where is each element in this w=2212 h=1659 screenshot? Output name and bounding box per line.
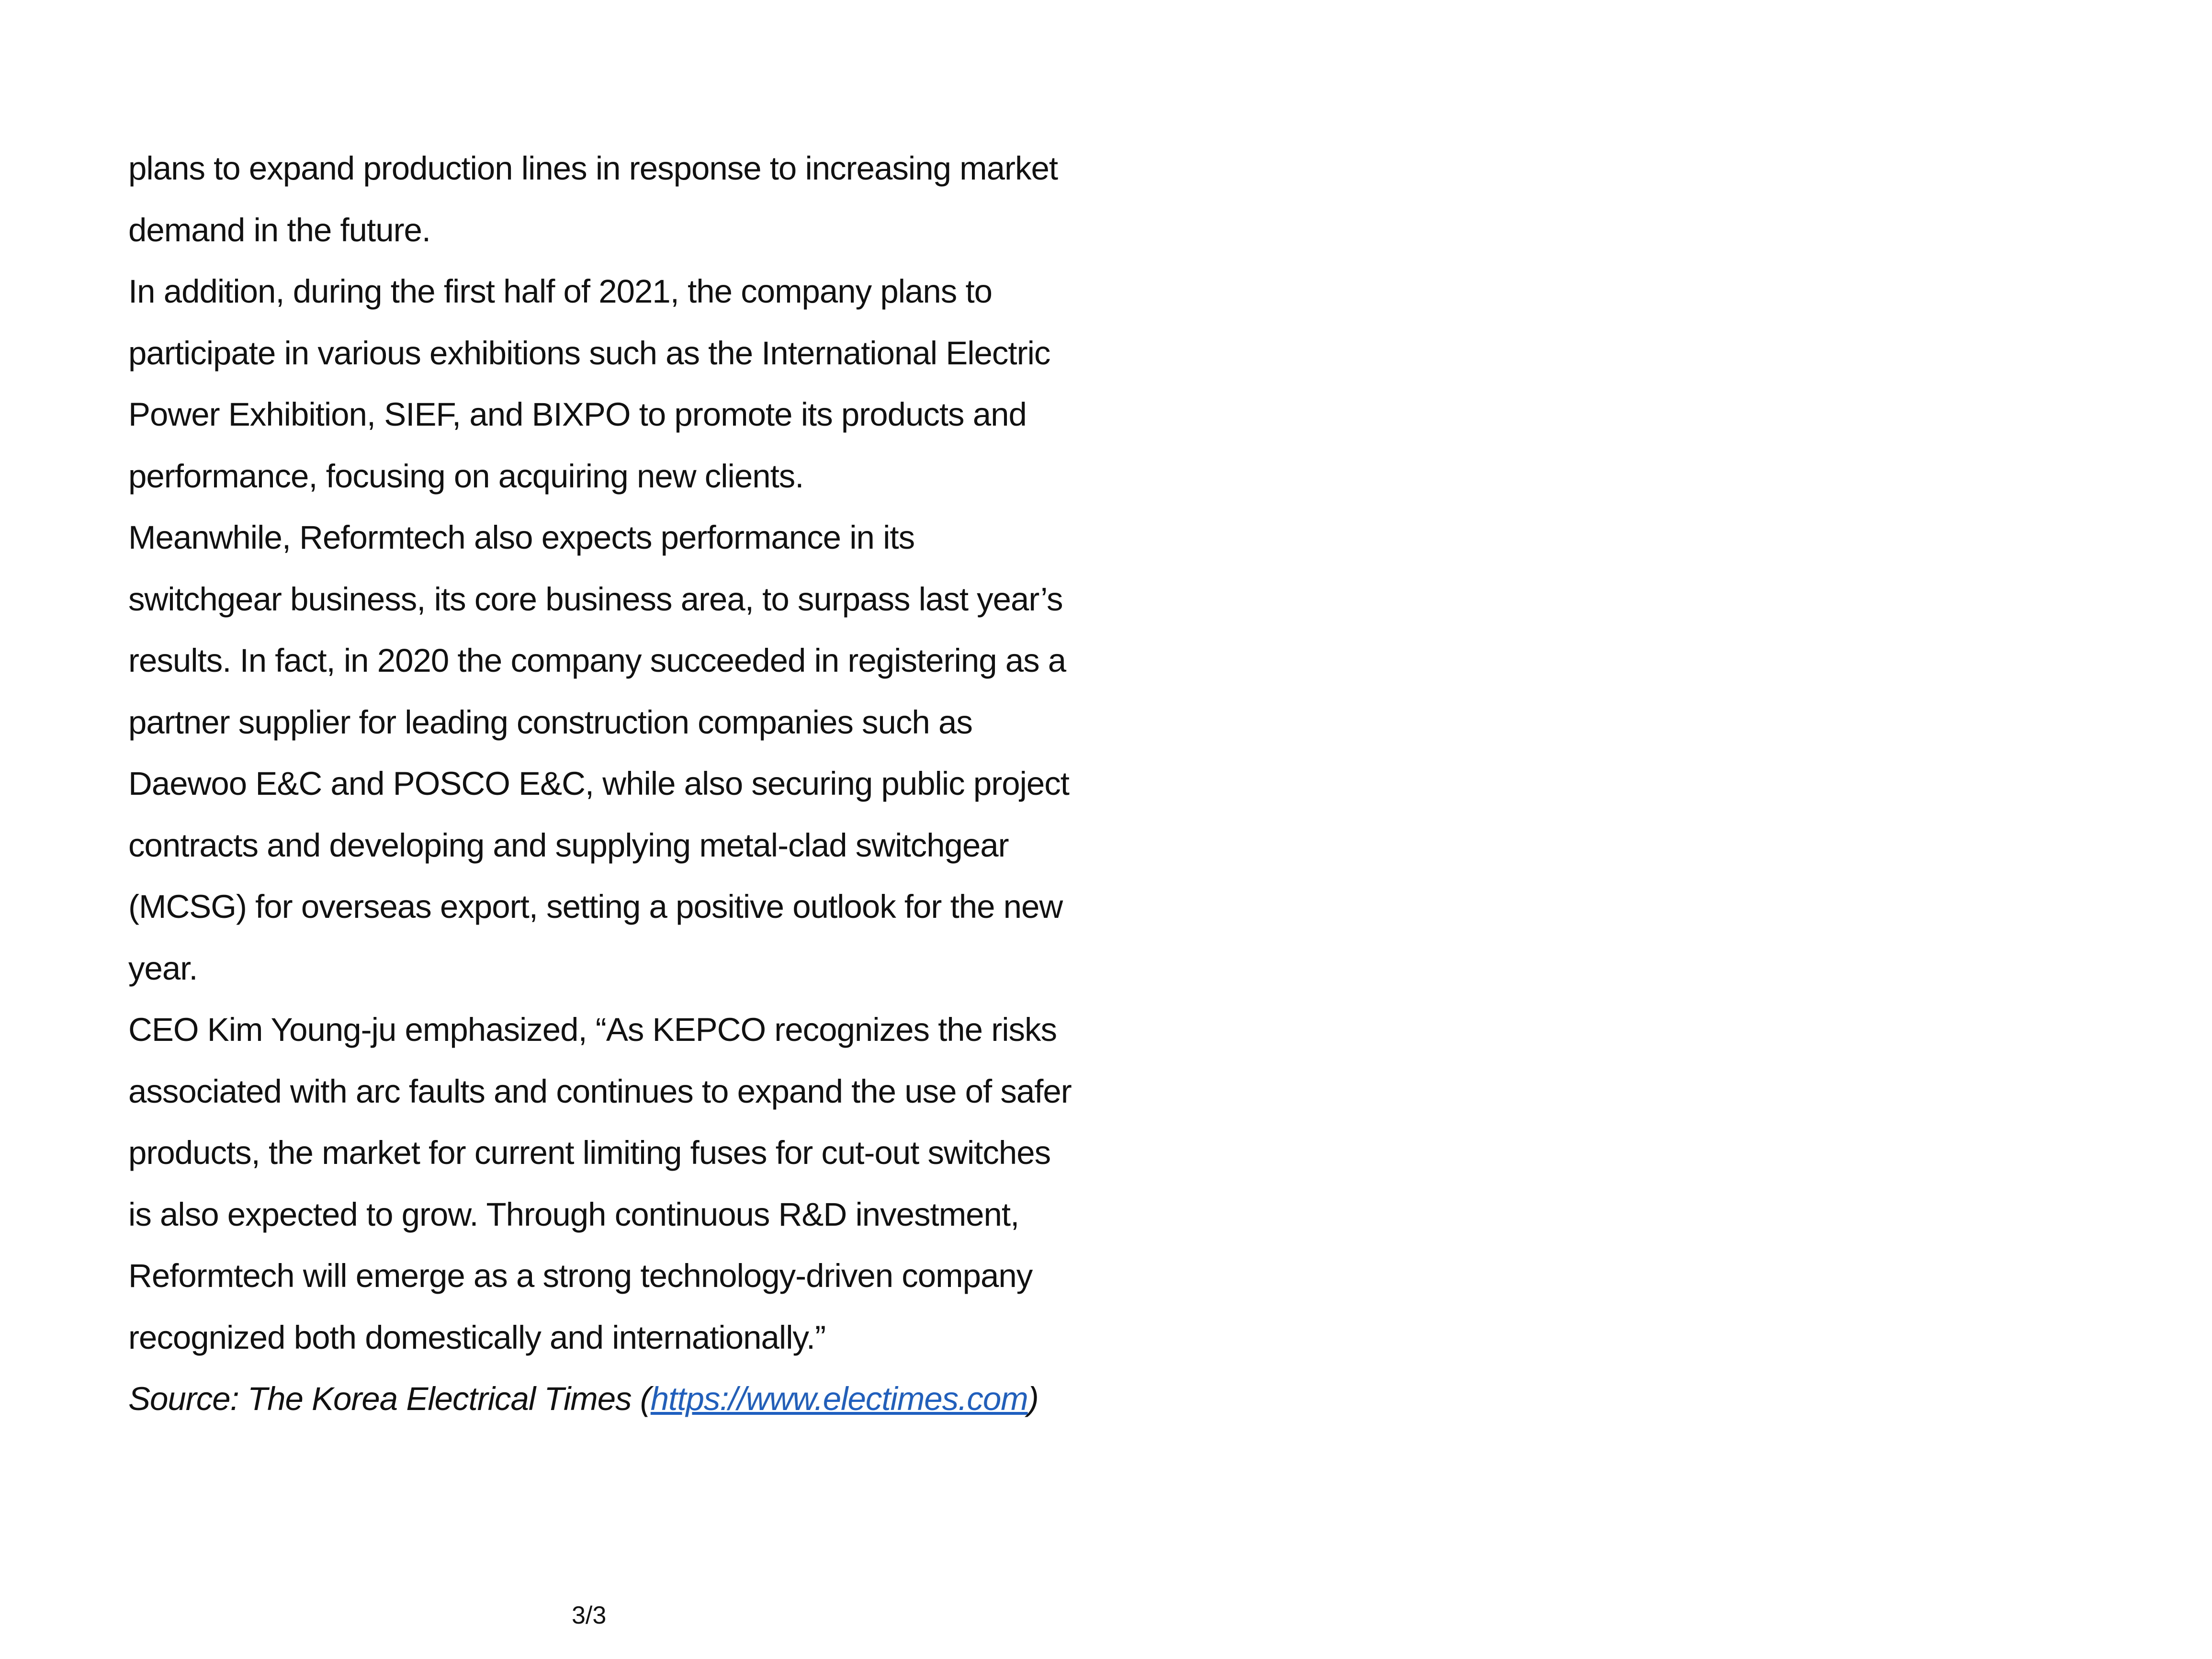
article-line: demand in the future. xyxy=(128,211,431,248)
article-line: recognized both domestically and internationally.” xyxy=(128,1319,826,1356)
article-line: Power Exhibition, SIEF, and BIXPO to promote its products and xyxy=(128,396,1027,433)
page-number: 3/3 xyxy=(572,1602,607,1629)
article-line: Meanwhile, Reformtech also expects performance in its xyxy=(128,519,915,556)
source-link[interactable]: https://www.electimes.com xyxy=(650,1380,1028,1417)
article-line: results. In fact, in 2020 the company succeeded in registering as a xyxy=(128,642,1066,679)
article-line: Reformtech will emerge as a strong technology-driven company xyxy=(128,1257,1033,1294)
source-suffix: ) xyxy=(1027,1380,1038,1417)
article-line: contracts and developing and supplying metal-clad switchgear xyxy=(128,826,1009,864)
article-line: performance, focusing on acquiring new clients. xyxy=(128,457,804,495)
article-line: associated with arc faults and continues to expand the use of safer xyxy=(128,1072,1072,1110)
article-line: switchgear business, its core business area, to surpass last year’s xyxy=(128,580,1063,618)
article-body xyxy=(128,138,1086,1430)
source-prefix: Source: The Korea Electrical Times ( xyxy=(128,1380,651,1417)
article-line: products, the market for current limiting fuses for cut-out switches xyxy=(128,1134,1051,1171)
article-line: Daewoo E&C and POSCO E&C, while also securing public project xyxy=(128,765,1069,802)
article-line: In addition, during the first half of 2021, the company plans to xyxy=(128,273,993,310)
source-citation xyxy=(128,1368,1086,1430)
article-line: participate in various exhibitions such as the International Electric xyxy=(128,334,1050,372)
article-line: plans to expand production lines in response to increasing market xyxy=(128,150,1058,187)
article-line: partner supplier for leading construction companies such as xyxy=(128,703,972,741)
article-line: is also expected to grow. Through continuous R&D investment, xyxy=(128,1196,1019,1233)
article-line: CEO Kim Young-ju emphasized, “As KEPCO recognizes the risks xyxy=(128,1011,1057,1048)
article-line: year. xyxy=(128,949,198,987)
article-line: (MCSG) for overseas export, setting a positive outlook for the new xyxy=(128,888,1063,925)
